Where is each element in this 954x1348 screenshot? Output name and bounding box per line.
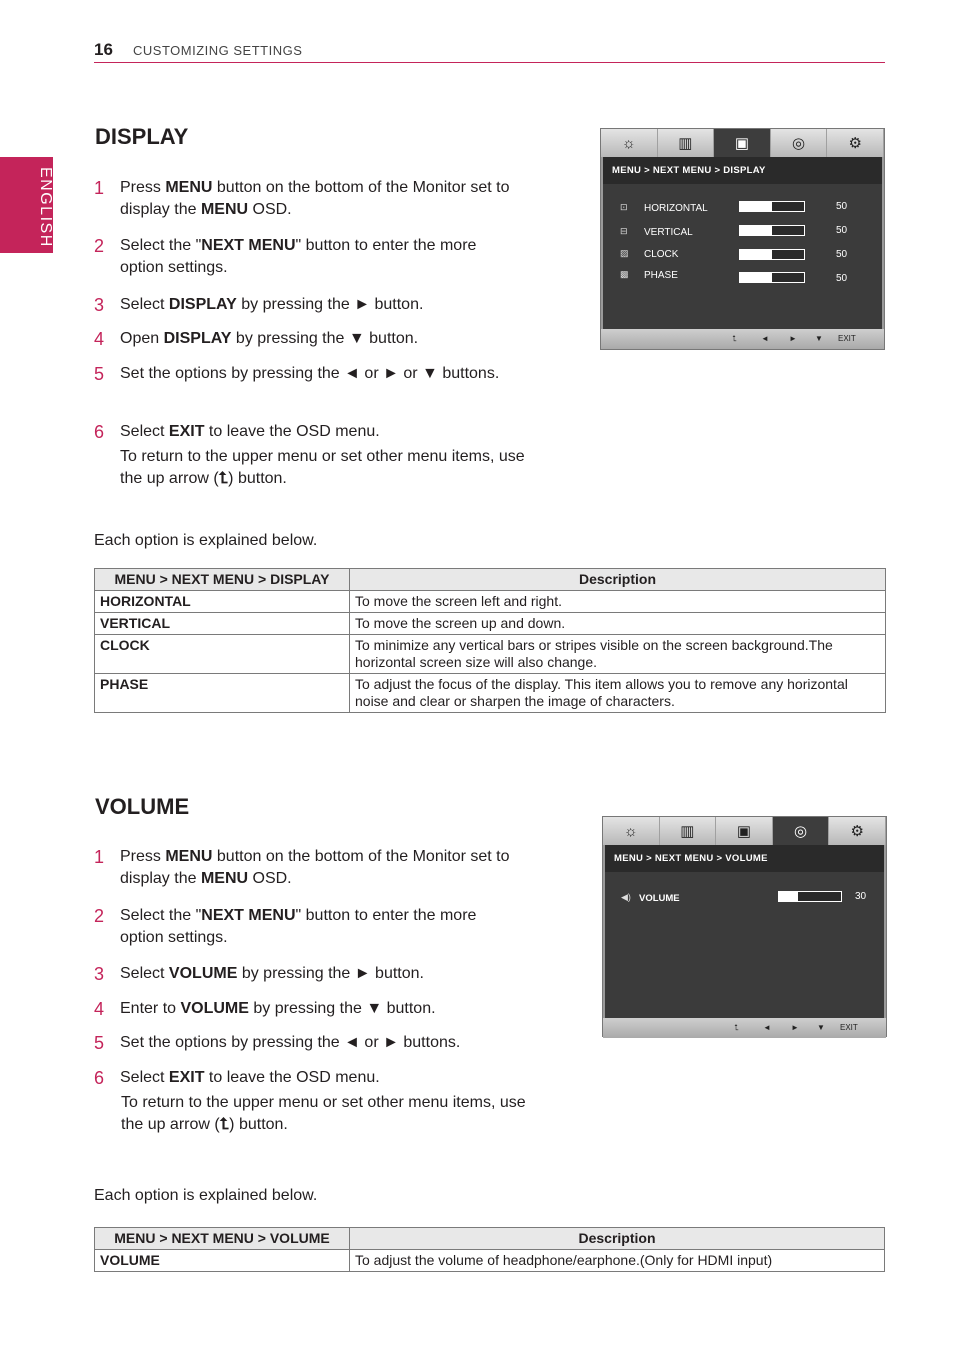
phase-icon: ▩: [620, 269, 629, 279]
volume-step-6: 6 Select EXIT to leave the OSD menu.: [94, 1068, 380, 1088]
table-header: Description: [350, 1228, 885, 1250]
up-arrow-icon: ⮤: [218, 470, 229, 487]
display-step-6: 6 Select EXIT to leave the OSD menu.: [94, 422, 380, 442]
display-step-5: 5 Set the options by pressing the ◄ or ► or ▼ buttons.: [94, 364, 500, 384]
osd-slider: [739, 225, 805, 236]
page-header: [94, 38, 885, 63]
table-row: VERTICAL To move the screen up and down.: [95, 613, 886, 635]
display-explained-text: Each option is explained below.: [94, 532, 318, 549]
osd-footer: [601, 329, 884, 349]
volume-step-2: 2 Select the "NEXT MENU" button to enter the more option settings.: [94, 906, 477, 946]
settings-icon: ⚙: [829, 817, 886, 845]
volume-explained-text: Each option is explained below.: [94, 1187, 318, 1204]
osd-slider: [739, 201, 805, 212]
table-row: CLOCK To minimize any vertical bars or stripes visible on the screen background.The horizontal screen size will also change.: [95, 635, 886, 674]
display-step-3: 3 Select DISPLAY by pressing the ► button.: [94, 295, 424, 315]
volume-step-1: 1 Press MENU button on the bottom of the Monitor set to display the MENU OSD.: [94, 847, 510, 887]
brightness-icon: ☼: [601, 129, 658, 157]
display-osd-screenshot: [600, 128, 885, 350]
osd-row-phase: ▩ PHASE 50: [620, 269, 848, 284]
picture-icon: ▥: [660, 817, 717, 845]
vertical-icon: ⊟: [620, 226, 628, 236]
osd-row-horizontal: ⊡ HORIZONTAL 50: [620, 201, 848, 214]
display-step-2: 2 Select the "NEXT MENU" button to enter the more option settings.: [94, 236, 477, 276]
up-arrow-icon: ⮤: [219, 1116, 230, 1133]
right-arrow-icon: ►: [791, 1023, 799, 1032]
picture-icon: ▥: [658, 129, 715, 157]
osd-row-clock: ▨ CLOCK 50: [620, 248, 848, 260]
table-header: Description: [350, 569, 886, 591]
volume-options-table: [94, 1227, 885, 1272]
section-heading: CUSTOMIZING SETTINGS: [133, 43, 303, 58]
osd-breadcrumb: MENU > NEXT MENU > VOLUME: [605, 845, 884, 872]
volume-step-3: 3 Select VOLUME by pressing the ► button.: [94, 964, 424, 984]
volume-return-note: To return to the upper menu or set other menu items, use the up arrow (⮤) button.: [121, 1092, 531, 1136]
display-step-4: 4 Open DISPLAY by pressing the ▼ button.: [94, 329, 419, 349]
osd-breadcrumb: MENU > NEXT MENU > DISPLAY: [603, 157, 882, 184]
volume-osd-screenshot: [602, 816, 887, 1037]
left-arrow-icon: ◄: [763, 1023, 771, 1032]
table-header: MENU > NEXT MENU > DISPLAY: [95, 569, 350, 591]
table-header: MENU > NEXT MENU > VOLUME: [95, 1228, 350, 1250]
table-row: PHASE To adjust the focus of the display. This item allows you to remove any horizontal noise and clear or sharpen the image of characters.: [95, 674, 886, 713]
osd-row-vertical: ⊟ VERTICAL 50: [620, 225, 848, 238]
osd-row-volume: ◀) VOLUME 30: [621, 891, 867, 904]
volume-step-5: 5 Set the options by pressing the ◄ or ► buttons.: [94, 1033, 461, 1053]
speaker-icon: ◎: [771, 129, 828, 157]
down-arrow-icon: ▼: [817, 1023, 825, 1032]
up-arrow-icon: ⮤: [734, 1023, 739, 1032]
osd-slider: [739, 249, 805, 260]
display-return-note: To return to the upper menu or set other menu items, use the up arrow (⮤) button.: [120, 446, 530, 490]
page-number: 16: [94, 40, 113, 59]
down-arrow-icon: ▼: [815, 334, 823, 343]
table-row: HORIZONTAL To move the screen left and right.: [95, 591, 886, 613]
horizontal-icon: ⊡: [620, 202, 628, 212]
brightness-icon: ☼: [603, 817, 660, 845]
volume-title: VOLUME: [95, 794, 190, 819]
settings-icon: ⚙: [827, 129, 884, 157]
table-row: VOLUME To adjust the volume of headphone/earphone.(Only for HDMI input): [95, 1250, 885, 1272]
osd-footer: [603, 1018, 886, 1038]
speaker-icon: ◎: [773, 817, 830, 845]
osd-exit-label: EXIT: [838, 334, 856, 343]
display-icon: ▣: [714, 129, 771, 157]
osd-slider: [739, 272, 805, 283]
osd-slider: [778, 891, 842, 902]
left-arrow-icon: ◄: [761, 334, 769, 343]
clock-icon: ▨: [620, 248, 629, 258]
display-step-1: 1 Press MENU button on the bottom of the Monitor set to display the MENU OSD.: [94, 178, 510, 218]
display-title: DISPLAY: [95, 124, 189, 149]
right-arrow-icon: ►: [789, 334, 797, 343]
display-options-table: [94, 568, 886, 713]
osd-exit-label: EXIT: [840, 1023, 858, 1032]
volume-step-4: 4 Enter to VOLUME by pressing the ▼ button.: [94, 999, 436, 1019]
display-icon: ▣: [716, 817, 773, 845]
language-label: ENGLISH: [37, 167, 54, 248]
up-arrow-icon: ⮤: [732, 334, 737, 343]
speaker-icon: ◀): [621, 892, 631, 902]
